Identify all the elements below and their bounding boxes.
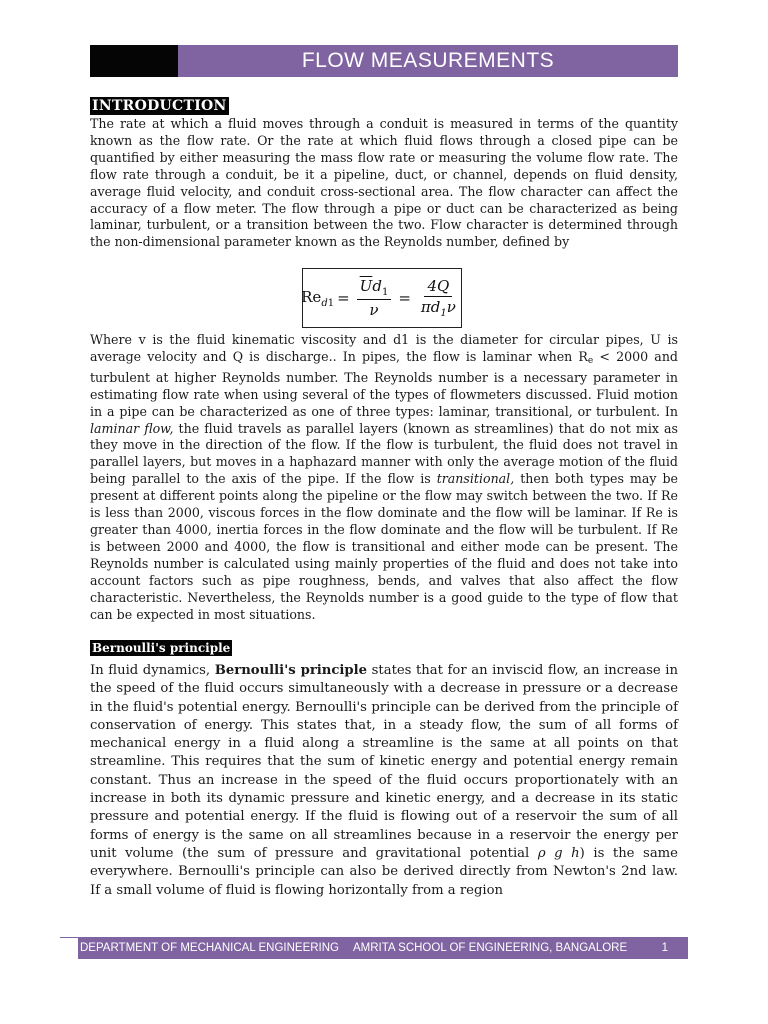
bernoulli-heading: Bernoulli's principle (92, 641, 231, 655)
footer-department: DEPARTMENT OF MECHANICAL ENGINEERING (80, 942, 339, 954)
reynolds-number-formula (302, 268, 462, 328)
reynolds-discussion-paragraph: Where v is the fluid kinematic viscosity and d1 is the diameter for circular pipes, U is average velocity and Q is discharge.. In pipes, the flow is laminar when $R_e < 2000$ and turbulent at higher Reynolds number. The Reynolds number is a necessary parameter in estimating flow rate when using several of the types of flowmeters discussed. Fluid motion in a pipe can be characterized as one of three types: laminar, transitional, or turbulent. In laminar flow, the fluid travels as parallel layers (known as streamlines) that do not mix as they move in the direction of the flow. If the flow is turbulent, the fluid does not travel in parallel layers, but moves in a haphazard manner with only the average motion of the fluid being parallel to the axis of the pipe. If the flow is transitional, then both types may be present at different points along the pipeline or the flow may switch between the two. If Re is less than 2000, viscous forces in the flow dominate and the flow will be laminar. If Re is greater than 4000, inertia forces in the flow dominate and the flow will be turbulent. If Re is between 2000 and 4000, the flow is transitional and either mode can be present. The Reynolds number is calculated using mainly properties of the fluid and does not take into account factors such as pipe roughness, bends, and valves that also affect the flow characteristic. Nevertheless, the Reynolds number is a good guide to the type of flow that can be expected in most situations. (90, 332, 678, 622)
introduction-paragraph: The rate at which a fluid moves through a conduit is measured in terms of the quantity known as the flow rate. Or the rate at which fluid flows through a closed pipe can be quantified by either measuring the mass flow rate or measuring the volume flow rate. The flow rate through a conduit, be it a pipeline, duct, or channel, depends on fluid density, average fluid velocity, and conduit cross-sectional area. The flow character can affect the accuracy of a flow meter. The flow through a pipe or duct can be characterized as being laminar, turbulent, or a transition between the two. Flow character is determined through the non-dimensional parameter known as the Reynolds number, defined by (90, 116, 678, 250)
formula-lhs: $Re_{d1}$ (301, 287, 335, 309)
formula-equals-2: = (398, 289, 411, 307)
title-banner-black-block (90, 45, 178, 77)
bernoulli-paragraph: In fluid dynamics, Bernoulli's principle states that for an inviscid flow, an increase in the speed of the fluid occurs simultaneously with a decrease in pressure or a decrease in the fluid's potential energy. Bernoulli's principle can be derived from the principle of conservation of energy. This states that, in a steady flow, the sum of all forms of mechanical energy in a fluid along a streamline is the same at all points on that streamline. This requires that the sum of kinetic energy and potential energy remain constant. Thus an increase in the speed of the fluid occurs proportionately with an increase in both its dynamic pressure and kinetic energy, and a decrease in its static pressure and potential energy. If the fluid is flowing out of a reservoir the sum of all forms of energy is the same on all streamlines because in a reservoir the energy per unit volume (the sum of pressure and gravitational potential ρ g h) is the same everywhere. Bernoulli's principle can also be derived directly from Newton's 2nd law. If a small volume of fluid is flowing horizontally from a region (90, 663, 679, 898)
formula-fraction-discharge: $\frac{4Q}{\pi d_1\nu}$ (420, 277, 456, 319)
title-banner (90, 45, 678, 77)
footer-bar (78, 937, 688, 959)
formula-equals: = (337, 289, 350, 307)
page-title: FLOW MEASUREMENTS (178, 45, 678, 77)
page-number: 1 (661, 942, 668, 954)
formula-fraction-velocity: $\frac{\overline{U}d_1}{\nu}$ (357, 277, 392, 319)
footer-school: AMRITA SCHOOL OF ENGINEERING, BANGALORE (353, 942, 628, 954)
introduction-heading: INTRODUCTION (92, 98, 227, 114)
footer-rule (60, 937, 80, 938)
